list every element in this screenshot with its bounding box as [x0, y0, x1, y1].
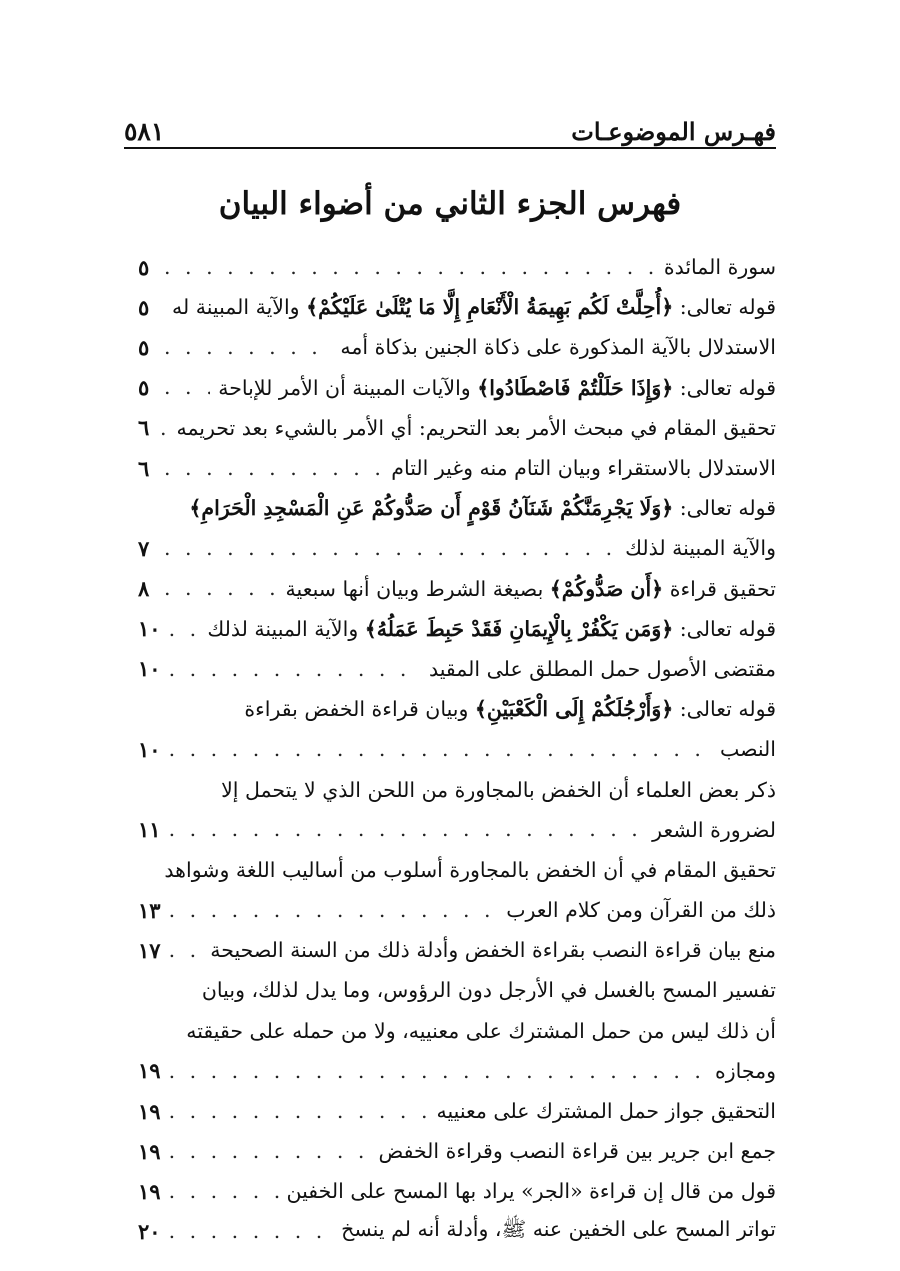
leader-dots [160, 418, 172, 439]
leader-dots [169, 940, 203, 961]
entry-page: ٨ [138, 576, 150, 602]
header-rule [124, 147, 776, 149]
leader-dots [164, 377, 210, 398]
toc-entry [138, 810, 776, 850]
entry-page: ٢٠ [138, 1219, 161, 1245]
entry-text: تحقيق المقام في مبحث الأمر بعد التحريم: أي الأمر بالشيء بعد تحريمه [176, 415, 776, 440]
entry-text: التحقيق جواز حمل المشترك على معنييه [436, 1099, 776, 1124]
leader-dots [164, 337, 332, 358]
entry-page: ٧ [138, 535, 150, 561]
leader-dots [169, 619, 200, 640]
entry-page: ١٩ [138, 1098, 161, 1124]
toc-entry [138, 930, 776, 970]
entry-page: ١٩ [138, 1138, 161, 1164]
toc-entry [138, 528, 776, 568]
leader-dots [164, 538, 617, 559]
toc-entry [138, 609, 776, 649]
entry-page: ١١ [138, 817, 161, 843]
entry-page: ٥ [138, 294, 150, 320]
leader-dots [164, 578, 278, 599]
entry-page: ١٠ [138, 736, 161, 762]
entry-text: أن ذلك ليس من حمل المشترك على معنييه، ولا من حمله على حقيقته [186, 1018, 776, 1043]
entry-text: قول من قال إن قراءة «الجر» يراد بها المسح على الخفين [286, 1179, 776, 1204]
entry-text: قوله تعالى: ﴿وَمَن يَكْفُرْ بِالْإِيمَانِ فَقَدْ حَبِطَ عَمَلُهُ﴾ والآية المبينة لذلك [207, 616, 776, 641]
entry-page: ٥ [138, 254, 150, 280]
toc-entry [138, 1212, 776, 1252]
entry-page: ٥ [138, 375, 150, 401]
entry-page: ١٠ [138, 616, 161, 642]
entry-page: ٦ [138, 415, 150, 441]
toc-entry [138, 890, 776, 930]
entry-text: سورة المائدة [663, 255, 776, 280]
toc-entry [138, 970, 776, 1010]
toc-entry [138, 287, 776, 327]
toc-entry [138, 649, 776, 689]
entry-text: النصب [719, 737, 776, 762]
index-title: فهرس الجزء الثاني من أضواء البيان [218, 186, 682, 222]
entry-page: ١٩ [138, 1178, 161, 1204]
page-header [124, 96, 776, 146]
toc-entry [138, 488, 776, 528]
entry-text: الاستدلال بالاستقراء وبيان التام منه وغير التام [391, 456, 776, 481]
toc-entry [138, 850, 776, 890]
leader-dots [169, 1221, 334, 1242]
toc-entry [138, 689, 776, 729]
entry-text: الاستدلال بالآية المذكورة على ذكاة الجنين بذكاة أمه [340, 335, 776, 360]
entry-text: قوله تعالى: ﴿وَإِذَا حَلَلْتُمْ فَاصْطَادُوا﴾ والآيات المبينة أن الأمر للإباحة [218, 375, 776, 400]
toc-entry [138, 327, 776, 367]
entry-text: ذلك من القرآن ومن كلام العرب [506, 898, 776, 923]
verse-text: ﴿وَأَرْجُلَكُمْ إِلَى الْكَعْبَيْنِ﴾ [474, 697, 674, 722]
entry-text: منع بيان قراءة النصب بقراءة الخفض وأدلة ذلك من السنة الصحيحة [210, 938, 776, 963]
entry-text: تحقيق المقام في أن الخفض بالمجاورة أسلوب من أساليب اللغة وشواهد [164, 857, 776, 882]
entry-text: لضرورة الشعر [652, 817, 776, 842]
entry-page: ١٠ [138, 656, 161, 682]
entry-page: ١٣ [138, 897, 161, 923]
verse-text: ﴿أُحِلَّتْ لَكُم بَهِيمَةُ الْأَنْعَامِ إِلَّا مَا يُتْلَىٰ عَلَيْكُمْ﴾ [306, 295, 674, 320]
verse-text: ﴿وَلَا يَجْرِمَنَّكُمْ شَنَآنُ قَوْمٍ أَن صَدُّوكُمْ عَنِ الْمَسْجِدِ الْحَرَامِ﴾ [189, 496, 674, 521]
entry-page: ١٩ [138, 1058, 161, 1084]
toc-entry [138, 569, 776, 609]
leader-dots [169, 819, 645, 840]
entry-text: تفسير المسح بالغسل في الأرجل دون الرؤوس، وما يدل لذلك، وبيان [201, 978, 776, 1003]
entry-text: ذكر بعض العلماء أن الخفض بالمجاورة من اللحن الذي لا يتحمل إلا [221, 777, 776, 802]
toc-entry [138, 448, 776, 488]
entry-page: ٦ [138, 455, 150, 481]
toc-entry [138, 1171, 776, 1211]
leader-dots [169, 1061, 707, 1082]
leader-dots [169, 900, 499, 921]
table-of-contents [138, 247, 776, 1252]
entry-text: قوله تعالى: ﴿وَأَرْجُلَكُمْ إِلَى الْكَعْبَيْنِ﴾ وبيان قراءة الخفض بقراءة [244, 697, 776, 722]
entry-text: مقتضى الأصول حمل المطلق على المقيد [428, 656, 776, 681]
toc-entry [138, 408, 776, 448]
page-number: ٥٨١ [124, 117, 165, 146]
leader-dots [169, 659, 421, 680]
entry-text: تحقيق قراءة ﴿أَن صَدُّوكُمْ﴾ بصيغة الشرط وبيان أنها سبعية [285, 576, 776, 601]
entry-text: تواتر المسح على الخفين عنه ﷺ، وأدلة أنه لم ينسخ [341, 1216, 776, 1241]
entry-text: والآية المبينة لذلك [625, 536, 776, 561]
entry-text: ومجازه [715, 1058, 776, 1083]
running-title: فهـرس الموضوعـات [571, 117, 776, 146]
toc-entry [138, 769, 776, 809]
verse-text: ﴿وَمَن يَكْفُرْ بِالْإِيمَانِ فَقَدْ حَبِطَ عَمَلُهُ﴾ [364, 616, 674, 641]
leader-dots [169, 1101, 429, 1122]
entry-page: ٥ [138, 334, 150, 360]
entry-text: قوله تعالى: ﴿أُحِلَّتْ لَكُم بَهِيمَةُ الْأَنْعَامِ إِلَّا مَا يُتْلَىٰ عَلَيْكُمْ﴾ والآية المبينة له [171, 295, 776, 320]
entry-text: قوله تعالى: ﴿وَلَا يَجْرِمَنَّكُمْ شَنَآنُ قَوْمٍ أَن صَدُّوكُمْ عَنِ الْمَسْجِدِ الْحَرَامِ﴾ [189, 496, 776, 521]
toc-entry [138, 1091, 776, 1131]
toc-entry [138, 1011, 776, 1051]
verse-text: ﴿أَن صَدُّوكُمْ﴾ [549, 576, 664, 601]
leader-dots [164, 257, 656, 278]
entry-page: ١٧ [138, 937, 161, 963]
leader-dots [164, 458, 383, 479]
leader-dots [169, 1141, 371, 1162]
toc-entry [138, 1131, 776, 1171]
leader-dots [169, 739, 712, 760]
entry-text: جمع ابن جرير بين قراءة النصب وقراءة الخفض [378, 1139, 776, 1164]
toc-entry [138, 247, 776, 287]
toc-entry [138, 1051, 776, 1091]
toc-entry [138, 368, 776, 408]
verse-text: ﴿وَإِذَا حَلَلْتُمْ فَاصْطَادُوا﴾ [477, 375, 674, 400]
toc-entry [138, 729, 776, 769]
leader-dots [169, 1181, 279, 1202]
